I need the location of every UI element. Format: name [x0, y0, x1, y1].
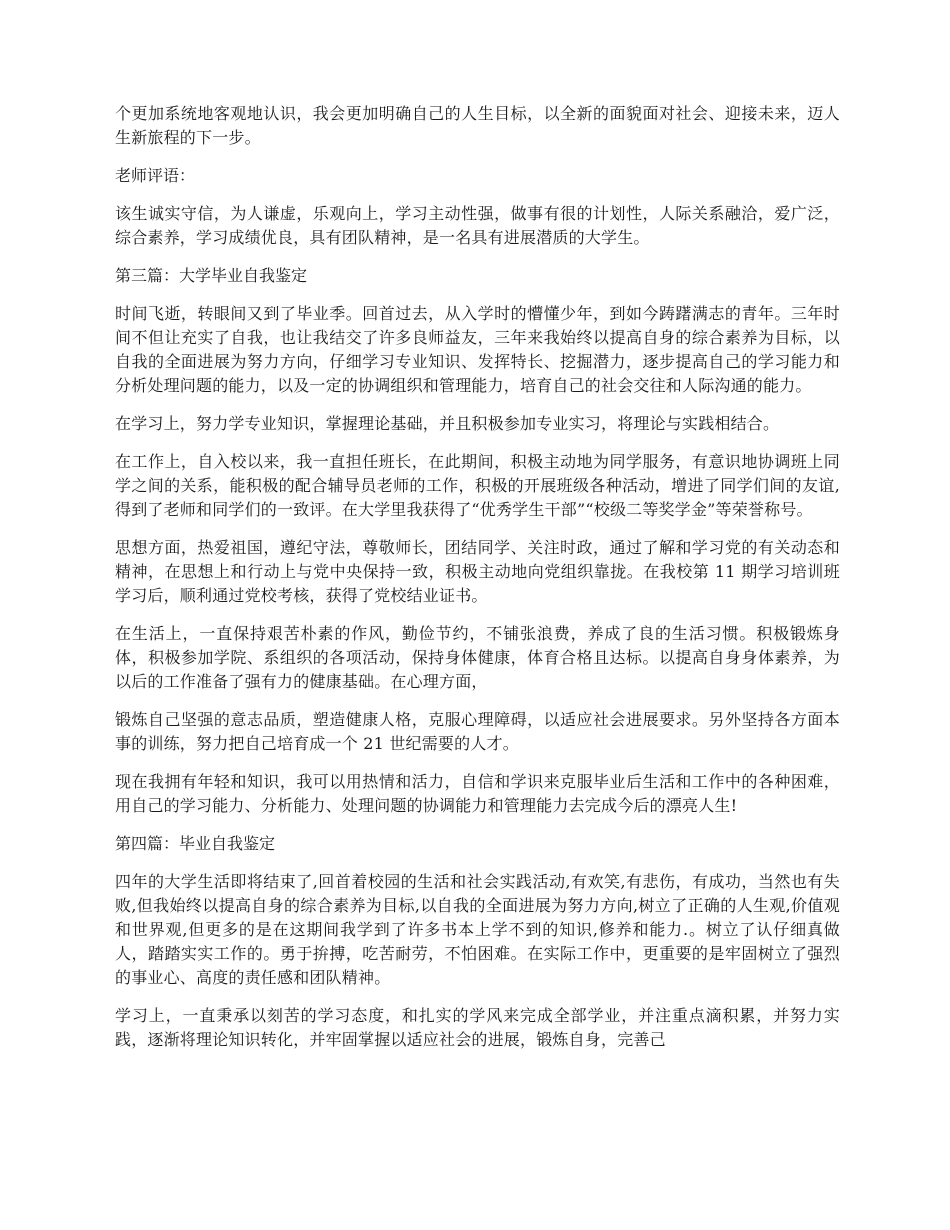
- paragraph-life: 在生活上，一直保持艰苦朴素的作风，勤俭节约，不铺张浪费，养成了良的生活习惯。积极锻炼身体，积极参加学院、系组织的各项活动，保持身体健康，体育合格且达标。以提高自身身体素养，为以后的工作准备了强有力的健康基础。在心理方面，: [115, 624, 840, 691]
- paragraph-ideology: 思想方面，热爱祖国，遵纪守法，尊敬师长，团结同学、关注时政，通过了解和学习党的有关动态和精神，在思想上和行动上与党中央保持一致，积极主动地向党组织靠拢。在我校第 11 期学习培训班学习后，顺利通过党校考核，获得了党校结业证书。: [115, 538, 840, 605]
- section-heading-3: 第三篇：大学毕业自我鉴定: [115, 266, 308, 285]
- teacher-comment-label: 老师评语：: [115, 166, 196, 185]
- section-heading-4: 第四篇：毕业自我鉴定: [115, 834, 276, 853]
- paragraph-work: 在工作上，自入校以来，我一直担任班长，在此期间，积极主动地为同学服务，有意识地协调班上同学之间的关系，能积极的配合辅导员老师的工作，积极的开展班级各种活动，增进了同学们间的友谊,得到了老师和同学们的一致评。在大学里我获得了“优秀学生干部”“校级二等奖学金”等荣誉称号。: [115, 452, 840, 519]
- paragraph-intro-continuation: 个更加系统地客观地认识，我会更加明确自己的人生目标，以全新的面貌面对社会、迎接未来，迈人生新旅程的下一步。: [115, 104, 840, 147]
- document-page: [115, 102, 840, 1066]
- paragraph-time-flies: 时间飞逝，转眼间又到了毕业季。回首过去，从入学时的懵懂少年，到如今踌躇满志的青年。三年时间不但让充实了自我，也让我结交了许多良师益友，三年来我始终以提高自身的综合素养为目标，以自我的全面进展为努力方向，仔细学习专业知识、发挥特长、挖掘潜力，逐步提高自己的学习能力和分析处理问题的能力，以及一定的协调组织和管理能力，培育自己的社会交往和人际沟通的能力。: [115, 304, 840, 395]
- paragraph-learning: 学习上，一直秉承以刻苦的学习态度，和扎实的学风来完成全部学业，并注重点滴积累，并努力实践，逐渐将理论知识转化，并牢固掌握以适应社会的进展，锻炼自身，完善己: [115, 1006, 840, 1049]
- paragraph-four-years: 四年的大学生活即将结束了,回首着校园的生活和社会实践活动,有欢笑,有悲伤，有成功，当然也有失败,但我始终以提高自身的综合素养为目标,以自我的全面进展为努力方向,树立了正确的人生观,价值观和世界观,但更多的是在这期间我学到了许多书本上学不到的知识,修养和能力.。树立了认仔细真做人，踏踏实实工作的。勇于拚搏，吃苦耐劳，不怕困难。在实际工作中，更重要的是牢固树立了强烈的事业心、高度的责任感和团队精神。: [115, 872, 840, 987]
- paragraph-willpower: 锻炼自己坚强的意志品质，塑造健康人格，克服心理障碍，以适应社会进展要求。另外坚持各方面本事的训练，努力把自己培育成一个 21 世纪需要的人才。: [115, 710, 840, 753]
- paragraph-study: 在学习上，努力学专业知识，掌握理论基础，并且积极参加专业实习，将理论与实践相结合。: [115, 414, 780, 433]
- paragraph-teacher-comment: 该生诚实守信，为人谦虚，乐观向上，学习主动性强，做事有很的计划性，人际关系融洽，爱广泛，综合素养，学习成绩优良，具有团队精神，是一名具有进展潜质的大学生。: [115, 204, 840, 247]
- paragraph-future: 现在我拥有年轻和知识，我可以用热情和活力，自信和学识来克服毕业后生活和工作中的各种困难，用自己的学习能力、分析能力、处理问题的协调能力和管理能力去完成今后的漂亮人生!: [115, 772, 840, 815]
